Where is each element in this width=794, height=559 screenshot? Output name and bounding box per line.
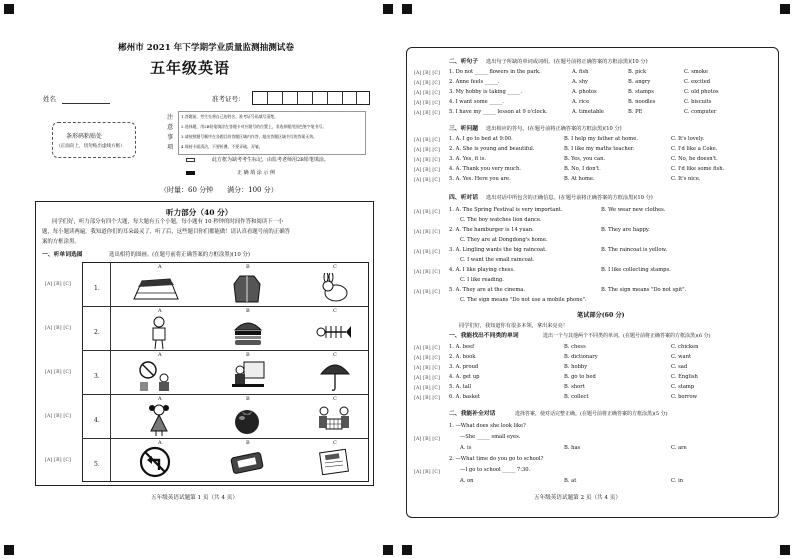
option-c: C. I'd like a Coke.: [671, 146, 718, 152]
option-c: C. computer: [684, 109, 717, 115]
section1-title: 一、听单词选图: [42, 252, 83, 258]
notice-title: 注 意 事 项: [167, 114, 174, 151]
option-letter: C: [333, 396, 337, 402]
option-letter: A: [158, 440, 162, 446]
option-letter: C: [333, 264, 337, 270]
answer-bubbles[interactable]: [A] [B] [C]: [414, 81, 441, 86]
registration-mark: [780, 4, 790, 14]
option-c: C. excited: [684, 79, 711, 85]
question-text: 5. I have my _____ lesson at 9 o'clock.: [449, 109, 548, 115]
option-b: B. I help my father at home.: [564, 136, 638, 142]
page-2: [397, 0, 794, 559]
answer-bubbles[interactable]: [A] [B] [C]: [414, 230, 441, 235]
w1-title: 一、我能找出不同类的单词: [449, 333, 519, 339]
page-footer: 五年级英语试题第 1 页（共 4 页）: [151, 495, 238, 501]
barcode-note: （正面向上，切勿贴出虚线方框）: [56, 144, 125, 149]
exam-number-label: 准考证号：: [212, 95, 245, 103]
option-a: 5. A. Yes. Here you are.: [449, 176, 511, 182]
option-letter: A: [158, 264, 162, 270]
option-c: C. It's nice.: [671, 176, 701, 182]
option-a: A. photos: [572, 89, 597, 95]
option-a: 4. A. Thank you very much.: [449, 166, 521, 172]
option-b: B. dictionary: [564, 354, 598, 360]
answer-bubbles[interactable]: [A] [B] [C]: [414, 396, 441, 401]
no-left-turn-picture: [139, 446, 171, 478]
option-b: B. go to bed: [564, 374, 596, 380]
notice-item: 3.请按照题号顺序在各题目的答题区域内作答，超出答题区域书写的答案无效。: [181, 134, 317, 139]
umbrella-picture: [318, 360, 352, 392]
option-a: 3. A. proud: [449, 364, 479, 370]
option-c: C. want: [671, 354, 692, 360]
answer-bubbles[interactable]: [A] [B] [C]: [414, 210, 441, 215]
option-text: C. They are at Dongdong's home.: [460, 237, 548, 243]
option-b: B. has: [564, 445, 581, 451]
option-letter: C: [333, 308, 337, 314]
w1-instructions: 选出一个与其他两个不同类的单词。(在题号前将正确答案的方框涂黑)(6 分): [543, 333, 711, 339]
main-title: 五年级英语: [150, 59, 231, 77]
man-at-desk-picture: [230, 360, 266, 392]
option-c: C. chicken: [671, 344, 699, 350]
option-a: A. fish: [572, 69, 589, 75]
option-c: C. No, he doesn't.: [671, 156, 718, 162]
answer-bubbles-q3[interactable]: [A] [B] [C]: [45, 370, 72, 375]
option-c: C. English: [671, 374, 698, 380]
option-letter: B: [246, 440, 250, 446]
s3-title: 三、听问题: [449, 126, 478, 132]
example-label: 正 确 填 涂 示 例: [237, 170, 275, 176]
option-a: 2. A. book: [449, 354, 476, 360]
option-letter: B: [246, 396, 250, 402]
boy-picture: [146, 316, 172, 350]
listening-intro: 题，每小题读两遍。我知道你们的耳朵最灵了，听了后，这些题目你们都能做！请认真看题号前的正确答: [42, 229, 290, 235]
option-c: C. sad: [671, 364, 688, 370]
option-letter: C: [333, 352, 337, 358]
option-a: 3. A. Yes, it is.: [449, 156, 487, 162]
option-text: 4. A. I like playing chess.: [449, 267, 515, 273]
cake-slice-picture: [130, 273, 182, 303]
option-a: 1. A. I go to bed at 9:00.: [449, 136, 513, 142]
girl-picture: [144, 403, 174, 437]
row-number: 3.: [94, 373, 100, 380]
hat-picture: [229, 449, 265, 477]
answer-bubbles[interactable]: [A] [B] [C]: [414, 71, 441, 76]
option-b: B. angry: [628, 79, 651, 85]
option-text: 5. A. They are at the cinema.: [449, 287, 525, 293]
listening-intro: 同学们好，听力部分有四个大题，每大题有五个小题，每小题有 10 秒钟的时间作答和阅读下一小: [52, 219, 284, 225]
answer-bubbles[interactable]: [A] [B] [C]: [414, 376, 441, 381]
tomato-picture: [231, 405, 263, 435]
registration-mark: [383, 4, 393, 14]
exam-title: 郴州市 2021 年下学期学业质量监测抽测试卷: [118, 43, 294, 53]
barcode-text: 条形码粘贴处: [66, 133, 103, 140]
question-text: 3. My hobby is taking _____.: [449, 89, 523, 95]
example-filled-box: [186, 171, 195, 175]
answer-bubbles[interactable]: [A] [B] [C]: [414, 178, 441, 183]
s4-instructions: 选出对话中所包含的正确信息。(在题号前将正确答案的方框涂黑)(10 分): [486, 195, 653, 201]
answer-bubbles[interactable]: [A] [B] [C]: [414, 138, 441, 143]
s2-title: 二、听句子: [449, 59, 478, 65]
option-b: B. short: [564, 384, 585, 390]
option-text: B. The sign means "Do not spit".: [601, 287, 687, 293]
w2-title: 二、我能补全对话: [449, 411, 496, 417]
row-number: 1.: [94, 285, 100, 292]
option-b: B. I like my maths teacher.: [564, 146, 635, 152]
option-b: B. hobby: [564, 364, 588, 370]
dialogue-line: 2. —What time do you go to school?: [449, 456, 544, 462]
rabbit-picture: [318, 273, 350, 303]
option-c: C. smoke: [684, 69, 708, 75]
registration-mark: [4, 4, 14, 14]
option-a: 6. A. basket: [449, 394, 481, 400]
answer-bubbles-q5[interactable]: [A] [B] [C]: [45, 458, 72, 463]
playing-chess-picture: [316, 403, 352, 437]
option-b: B. At home.: [564, 176, 595, 182]
book-picture: [318, 447, 352, 477]
option-letter: B: [246, 352, 250, 358]
answer-bubbles-q4[interactable]: [A] [B] [C]: [45, 414, 72, 419]
answer-bubbles-q1[interactable]: [A] [B] [C]: [45, 282, 72, 287]
option-c: C. biscuits: [684, 99, 712, 105]
answer-bubbles[interactable]: [A] [B] [C]: [414, 346, 441, 351]
option-a: A. shy: [572, 79, 588, 85]
option-c: C. It's lovely.: [671, 136, 705, 142]
name-label: 姓名: [43, 95, 56, 103]
notice-item: 2.选择题，用2B铅笔填涂在答题卡对应题号的位置上，非选择题用黑色签字笔书写。: [181, 124, 327, 129]
option-c: C. borrow: [671, 394, 698, 400]
coat-picture: [232, 272, 262, 304]
option-text: B. They are happy.: [601, 227, 650, 233]
s3-instructions: 选出相应的答句。(在题号前将正确答案的方框涂黑)(10 分): [486, 126, 622, 132]
answer-bubbles[interactable]: [A] [B] [C]: [414, 470, 441, 475]
option-letter: B: [246, 308, 250, 314]
option-text: C. The boy watches lion dance.: [460, 217, 542, 223]
option-letter: A: [158, 396, 162, 402]
row-number: 5.: [94, 461, 100, 468]
option-letter: A: [158, 308, 162, 314]
option-text: C. I like reading.: [460, 277, 504, 283]
name-underline: [62, 103, 110, 104]
question-text: 4. I want some _____.: [449, 99, 504, 105]
registration-mark: [383, 545, 393, 555]
option-b: B. noodles: [628, 99, 656, 105]
option-b: B. collect: [564, 394, 589, 400]
w2-instructions: 选择答案，使对话完整正确。(在题号前将正确答案的方框涂黑)(5 分): [515, 411, 668, 417]
option-a: 5. A. tall: [449, 384, 472, 390]
row-number: 4.: [94, 417, 100, 424]
answer-bubbles[interactable]: [A] [B] [C]: [414, 158, 441, 163]
answer-bubbles[interactable]: [A] [B] [C]: [414, 91, 441, 96]
hamburger-picture: [232, 318, 264, 346]
option-text: B. I like collecting stamps.: [601, 267, 671, 273]
registration-mark: [4, 545, 14, 555]
section1-instructions: 选出相符的图画。(在题号前将正确答案的方框涂黑)(10 分): [109, 252, 250, 258]
option-b: B. chess: [564, 344, 586, 350]
option-b: B. stamps: [628, 89, 654, 95]
option-text: 1. A. The Spring Festival is very important.: [449, 207, 563, 213]
answer-bubbles[interactable]: [A] [B] [C]: [414, 168, 441, 173]
option-letter: C: [333, 440, 337, 446]
option-b: B. Yes, you can.: [564, 156, 606, 162]
answer-bubbles[interactable]: [A] [B] [C]: [414, 111, 441, 116]
option-a: A. rice: [572, 99, 590, 105]
dialogue-line: 1. —What does she look like?: [449, 423, 526, 429]
option-b: B. No, I don't.: [564, 166, 601, 172]
registration-mark: [402, 4, 412, 14]
answer-bubbles[interactable]: [A] [B] [C]: [414, 250, 441, 255]
no-smoking-picture: [138, 360, 174, 392]
dialogue-line: —I go to school _____ 7:30.: [460, 467, 531, 473]
answer-bubbles[interactable]: [A] [B] [C]: [414, 101, 441, 106]
page-footer: 五年级英语试题第 2 页（共 4 页）: [534, 495, 621, 501]
answer-bubbles[interactable]: [A] [B] [C]: [414, 386, 441, 391]
option-letter: B: [246, 264, 250, 270]
question-text: 1. Do not _____ flowers in the park.: [449, 69, 541, 75]
notice-item: 4.保持卡面清洁，不要折叠、不要弄破、弄皱。: [181, 144, 263, 149]
option-text: B. We wear new clothes.: [601, 207, 666, 213]
option-a: A. on: [460, 478, 474, 484]
absent-mark-box[interactable]: [186, 158, 195, 162]
answer-bubbles[interactable]: [A] [B] [C]: [414, 290, 441, 295]
option-a: 2. A. She is young and beautiful.: [449, 146, 535, 152]
fish-bone-picture: [316, 318, 352, 346]
option-c: C. stamp: [671, 384, 695, 390]
option-c: C. I'd like some fish.: [671, 166, 725, 172]
option-a: A. is: [460, 445, 472, 451]
option-b: B. pick: [628, 69, 647, 75]
answer-bubbles[interactable]: [A] [B] [C]: [414, 148, 441, 153]
s2-instructions: 选出句子所缺的单词或词组。(在题号前将正确答案的方框涂黑)(10 分): [486, 59, 648, 65]
option-letter: A: [158, 352, 162, 358]
option-b: B. PE: [628, 109, 643, 115]
option-text: C. I want the small raincoat.: [460, 257, 535, 263]
option-b: B. at: [564, 478, 577, 484]
dialogue-line: —She _____ small eyes.: [460, 434, 521, 440]
written-title: 笔试部分(60 分): [577, 312, 625, 319]
listening-intro: 案的方框涂黑。: [42, 239, 80, 245]
exam-number-boxes[interactable]: [252, 91, 370, 105]
time-score: （时量：60 分钟 满分：100 分）: [160, 186, 278, 194]
option-a: 1. A. beef: [449, 344, 475, 350]
missing-note: 此方框为缺考考生标记，由监考老师用2B铅笔填涂。: [212, 157, 329, 163]
listening-title: 听力部分（40 分）: [166, 208, 233, 217]
option-text: B. The raincoat is yellow.: [601, 247, 667, 253]
s4-title: 四、听对话: [449, 195, 478, 201]
written-intro: 同学们好，我知道你有很多本领，拿出来亮亮！: [459, 323, 568, 329]
option-a: A. timetable: [572, 109, 605, 115]
barcode-area: [52, 122, 136, 158]
option-c: C. are: [671, 445, 687, 451]
answer-bubbles[interactable]: [A] [B] [C]: [414, 437, 441, 442]
answer-bubbles-q2[interactable]: [A] [B] [C]: [45, 326, 72, 331]
registration-mark: [780, 545, 790, 555]
option-c: C. old photos: [684, 89, 719, 95]
option-text: C. The sign means "Do not use a mobile phone".: [460, 297, 587, 303]
option-text: 3. A. Lingling wants the big raincoat.: [449, 247, 547, 253]
answer-bubbles[interactable]: [A] [B] [C]: [414, 366, 441, 371]
answer-bubbles[interactable]: [A] [B] [C]: [414, 356, 441, 361]
option-c: C. in: [671, 478, 684, 484]
registration-mark: [402, 545, 412, 555]
question-text: 2. Anne feels _____.: [449, 79, 500, 85]
answer-bubbles[interactable]: [A] [B] [C]: [414, 270, 441, 275]
notice-item: 1.答题前，考生先将自己的姓名、准考证号码填写清楚。: [181, 114, 279, 119]
option-text: 2. A. The hamburger is 14 yuan.: [449, 227, 534, 233]
option-a: 4. A. get up: [449, 374, 480, 380]
row-number: 2.: [94, 329, 100, 336]
